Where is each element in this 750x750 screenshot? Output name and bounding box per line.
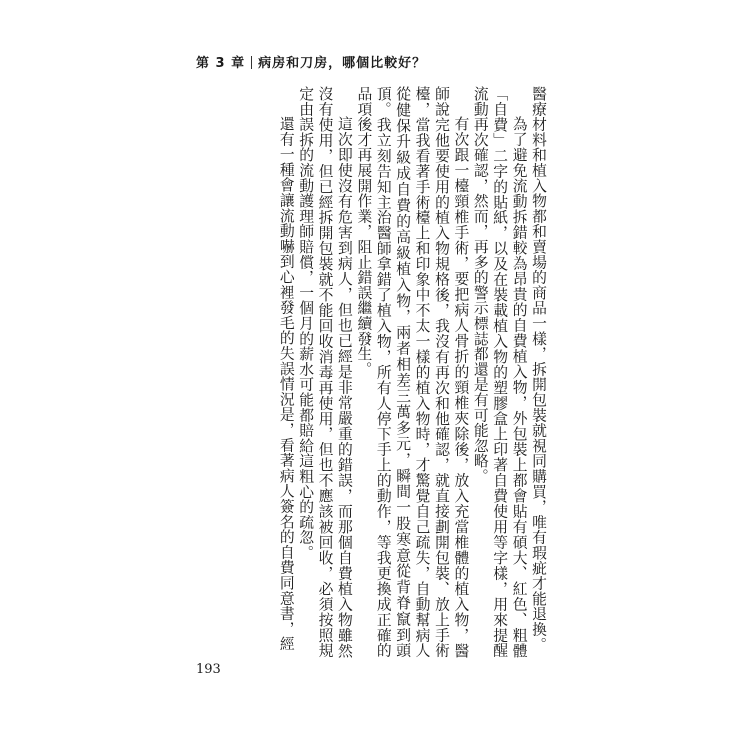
page-number: 193 (196, 662, 221, 677)
paragraph: 還有一種會讓流動嚇到心裡發毛的失誤情況是，看著病人簽名的自費同意書，經 (277, 115, 295, 652)
paragraph: 這次即使沒有危害到病人，但也已經是非常嚴重的錯誤，而那個自費植入物雖然沒有使用，但已經拆開包裝就不能回收消毒再使用，但也不應該被回收，必須按照規定由誤拆的流動護理師賠償，一個月的薪水可能都賠給這粗心的疏忽。 (297, 86, 353, 658)
paragraph: 醫療材料和植入物都和賣場的商品一樣，拆開包裝就視同購買，唯有瑕疵才能退換。 (530, 86, 547, 653)
paragraph: 為了避免流動拆錯較為昂貴的自費植入物，外包裝上都會貼有碩大、紅色、粗體「自費」二字的貼紙，以及在裝載植入物的塑膠盒上印著自費使用等字樣，用來提醒流動再次確認，然而，再多的警示標誌都還是有可能忽略。 (471, 86, 528, 658)
chapter-label: 第 3 章 (196, 56, 246, 71)
paragraph: 有次跟一檯頸椎手術，要把病人骨折的頸椎夾除後，放入充當椎體的植入物，醫師說完他要使用的植入物規格後，我沒有再次和他確認，就直接劃開包裝、放上手術檯，當我看著手術檯上和印象中不太一樣的植入物時，才驚覺自己疏失，自動幫病人從健保升級成自費的高級植入物，兩者相差三萬多元，瞬間一股寒意從背脊竄到頭頂。我立刻告知主治醫師拿錯了植入物，所有人停下手上的動作，等我更換成正確的品項後才再展開作業，阻止錯誤繼續發生。 (355, 86, 470, 658)
running-header (196, 52, 426, 71)
chapter-title: 病房和刀房，哪個比較好？ (258, 56, 427, 71)
header-divider (251, 56, 252, 69)
vertical-body-text (196, 86, 548, 658)
